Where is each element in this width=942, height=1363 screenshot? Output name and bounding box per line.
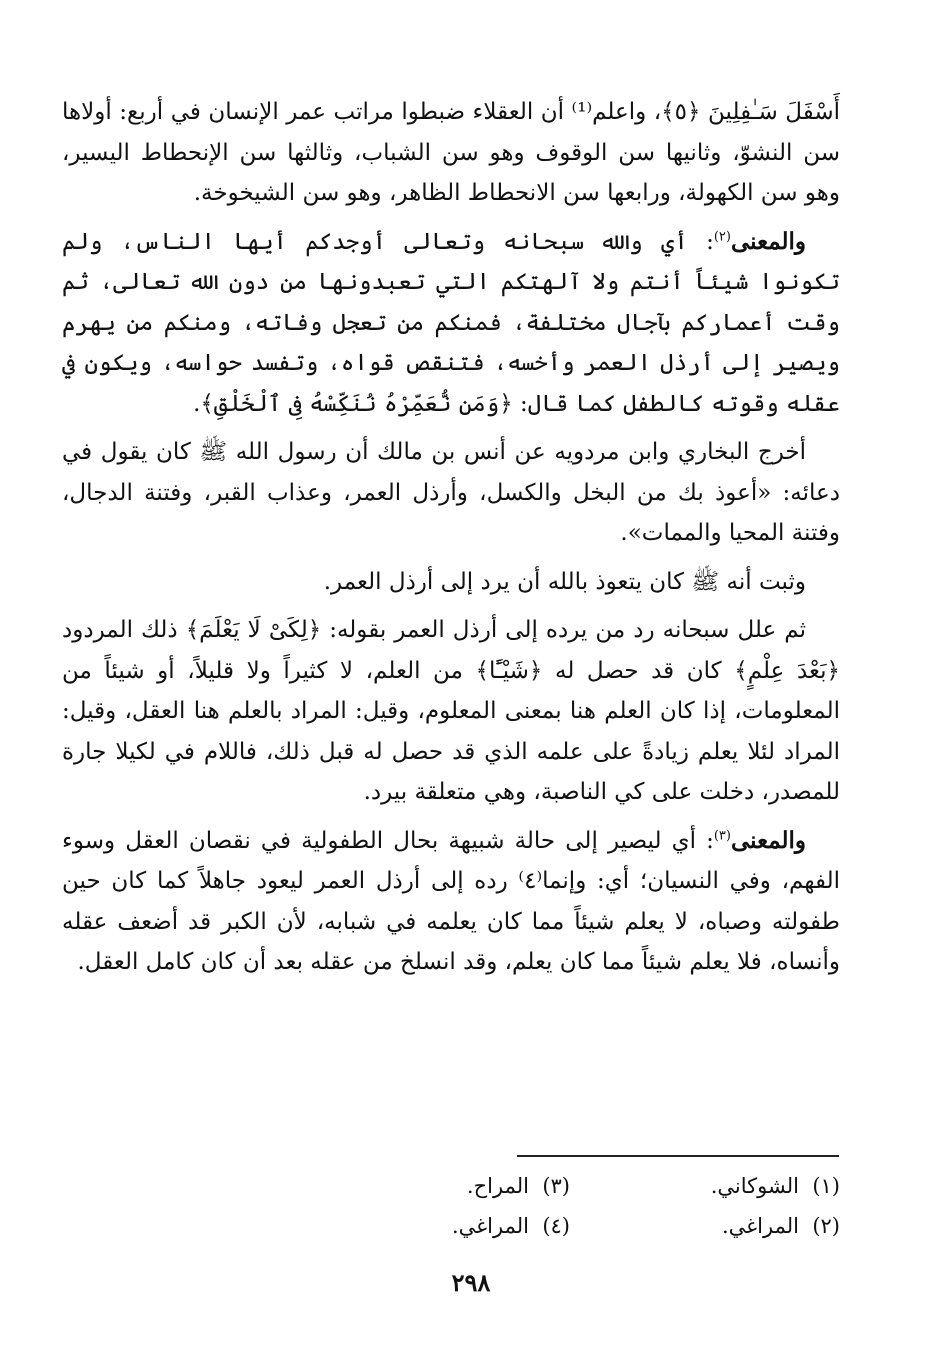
page-body xyxy=(62,92,840,991)
footnote-4-text: المراغي. xyxy=(451,1214,529,1238)
footnote-3-num: (٣) xyxy=(542,1174,570,1198)
paragraph-2-keyword: والمعنى xyxy=(730,227,806,255)
footnote-2 xyxy=(570,1206,840,1246)
paragraph-2 xyxy=(62,222,840,425)
footnote-4-num: (٤) xyxy=(542,1214,570,1238)
paragraph-5 xyxy=(62,610,840,813)
footnotes xyxy=(300,1166,840,1246)
footnote-row xyxy=(300,1206,840,1246)
footnote-2-num: (٢) xyxy=(812,1214,840,1238)
paragraph-3-text: أخرج البخاري وابن مردويه عن أنس بن مالك أن رسول الله ﷺ كان يقول في دعائه: «أعوذ بك من البخل والكسل، وأرذل العمر، وعذاب القبر، وفتنة الدجال، وفتنة المحيا والممات». xyxy=(62,439,840,546)
paragraph-6-text: : أي ليصير إلى حالة شبيهة بحال الطفولية في نقصان العقل وسوء الفهم، وفي النسيان؛ أي: وإنما⁽٤⁾ رده إلى أرذل العمر ليعود جاهلاً كما كان حين طفولته وصباه، لا يعلم شيئاً مما كان يعلمه في شبابه، لأن الكبر قد أضعف عقله وأنساه، فلا يعلم شيئاً مما كان يعلم، وقد انسلخ من عقله بعد أن كان كامل العقل. xyxy=(62,827,840,975)
footnote-1 xyxy=(570,1166,840,1206)
footnote-4 xyxy=(300,1206,570,1246)
paragraph-1-text: أَسْفَلَ سَـٰفِلِينَ ﴿٥﴾، واعلم⁽¹⁾ أن العقلاء ضبطوا مراتب عمر الإنسان في أربع: أولاها سن النشوّ، وثانيها سن الوقوف وهو سن الشباب، وثالثها سن الإنحطاط اليسير، وهو سن الكهولة، ورابعها سن الانحطاط الظاهر، وهو سن الشيخوخة. xyxy=(62,99,840,206)
footnote-3-text: المراح. xyxy=(466,1174,529,1198)
footnote-1-num: (١) xyxy=(812,1174,840,1198)
footnote-divider xyxy=(517,1155,839,1157)
footnote-2-text: المراغي. xyxy=(721,1214,799,1238)
footnote-ref-2: (٢) xyxy=(713,228,731,244)
footnote-ref-3: (٣) xyxy=(713,827,731,843)
paragraph-6-keyword: والمعنى xyxy=(730,826,806,854)
paragraph-4-text: وثبت أنه ﷺ كان يتعوذ بالله أن يرد إلى أرذل العمر. xyxy=(323,568,806,595)
footnote-1-text: الشوكاني. xyxy=(710,1174,799,1198)
page-number: ٢٩٨ xyxy=(451,1268,491,1297)
footnote-row xyxy=(300,1166,840,1206)
paragraph-2-text: : أي والله سبحانه وتعالى أوجدكم أيها الناس، ولم تكونوا شيئاً أنتم ولا آلهتكم التي تعبدونها من دون الله تعالى، ثم وقت أعماركم بآجال مختلفة، فمنكم من تعجل وفاته، ومنكم من يهرم ويصير إلى أرذل العمر وأخسه، فتنقص قواه، وتفسد حواسه، ويكون في عقله وقوته كالطفل كما قال: ﴿وَمَن نُّعَمِّرْهُ نُنَكِّسْهُ فِى ٱلْخَلْقِ﴾. xyxy=(62,228,840,417)
footnote-3 xyxy=(300,1166,570,1206)
paragraph-6 xyxy=(62,821,840,983)
paragraph-4 xyxy=(62,562,840,603)
paragraph-3 xyxy=(62,432,840,554)
paragraph-1 xyxy=(62,92,840,214)
paragraph-5-text: ثم علل سبحانه رد من يرده إلى أرذل العمر بقوله: ﴿لِكَىْ لَا يَعْلَمَ﴾ ذلك المردود ﴿بَعْدَ عِلْمٍ﴾ كان قد حصل له ﴿شَيْـًٔا﴾ من العلم، لا كثيراً ولا قليلاً، أو شيئاً من المعلومات، إذا كان العلم هنا بمعنى المعلوم، وقيل: المراد بالعلم هنا العقل، وقيل: المراد لئلا يعلم زيادةً على علمه الذي قد حصل له قبل ذلك، فاللام في لكيلا جارة للمصدر، دخلت على كي الناصبة، وهي متعلقة بيرد. xyxy=(62,617,840,805)
